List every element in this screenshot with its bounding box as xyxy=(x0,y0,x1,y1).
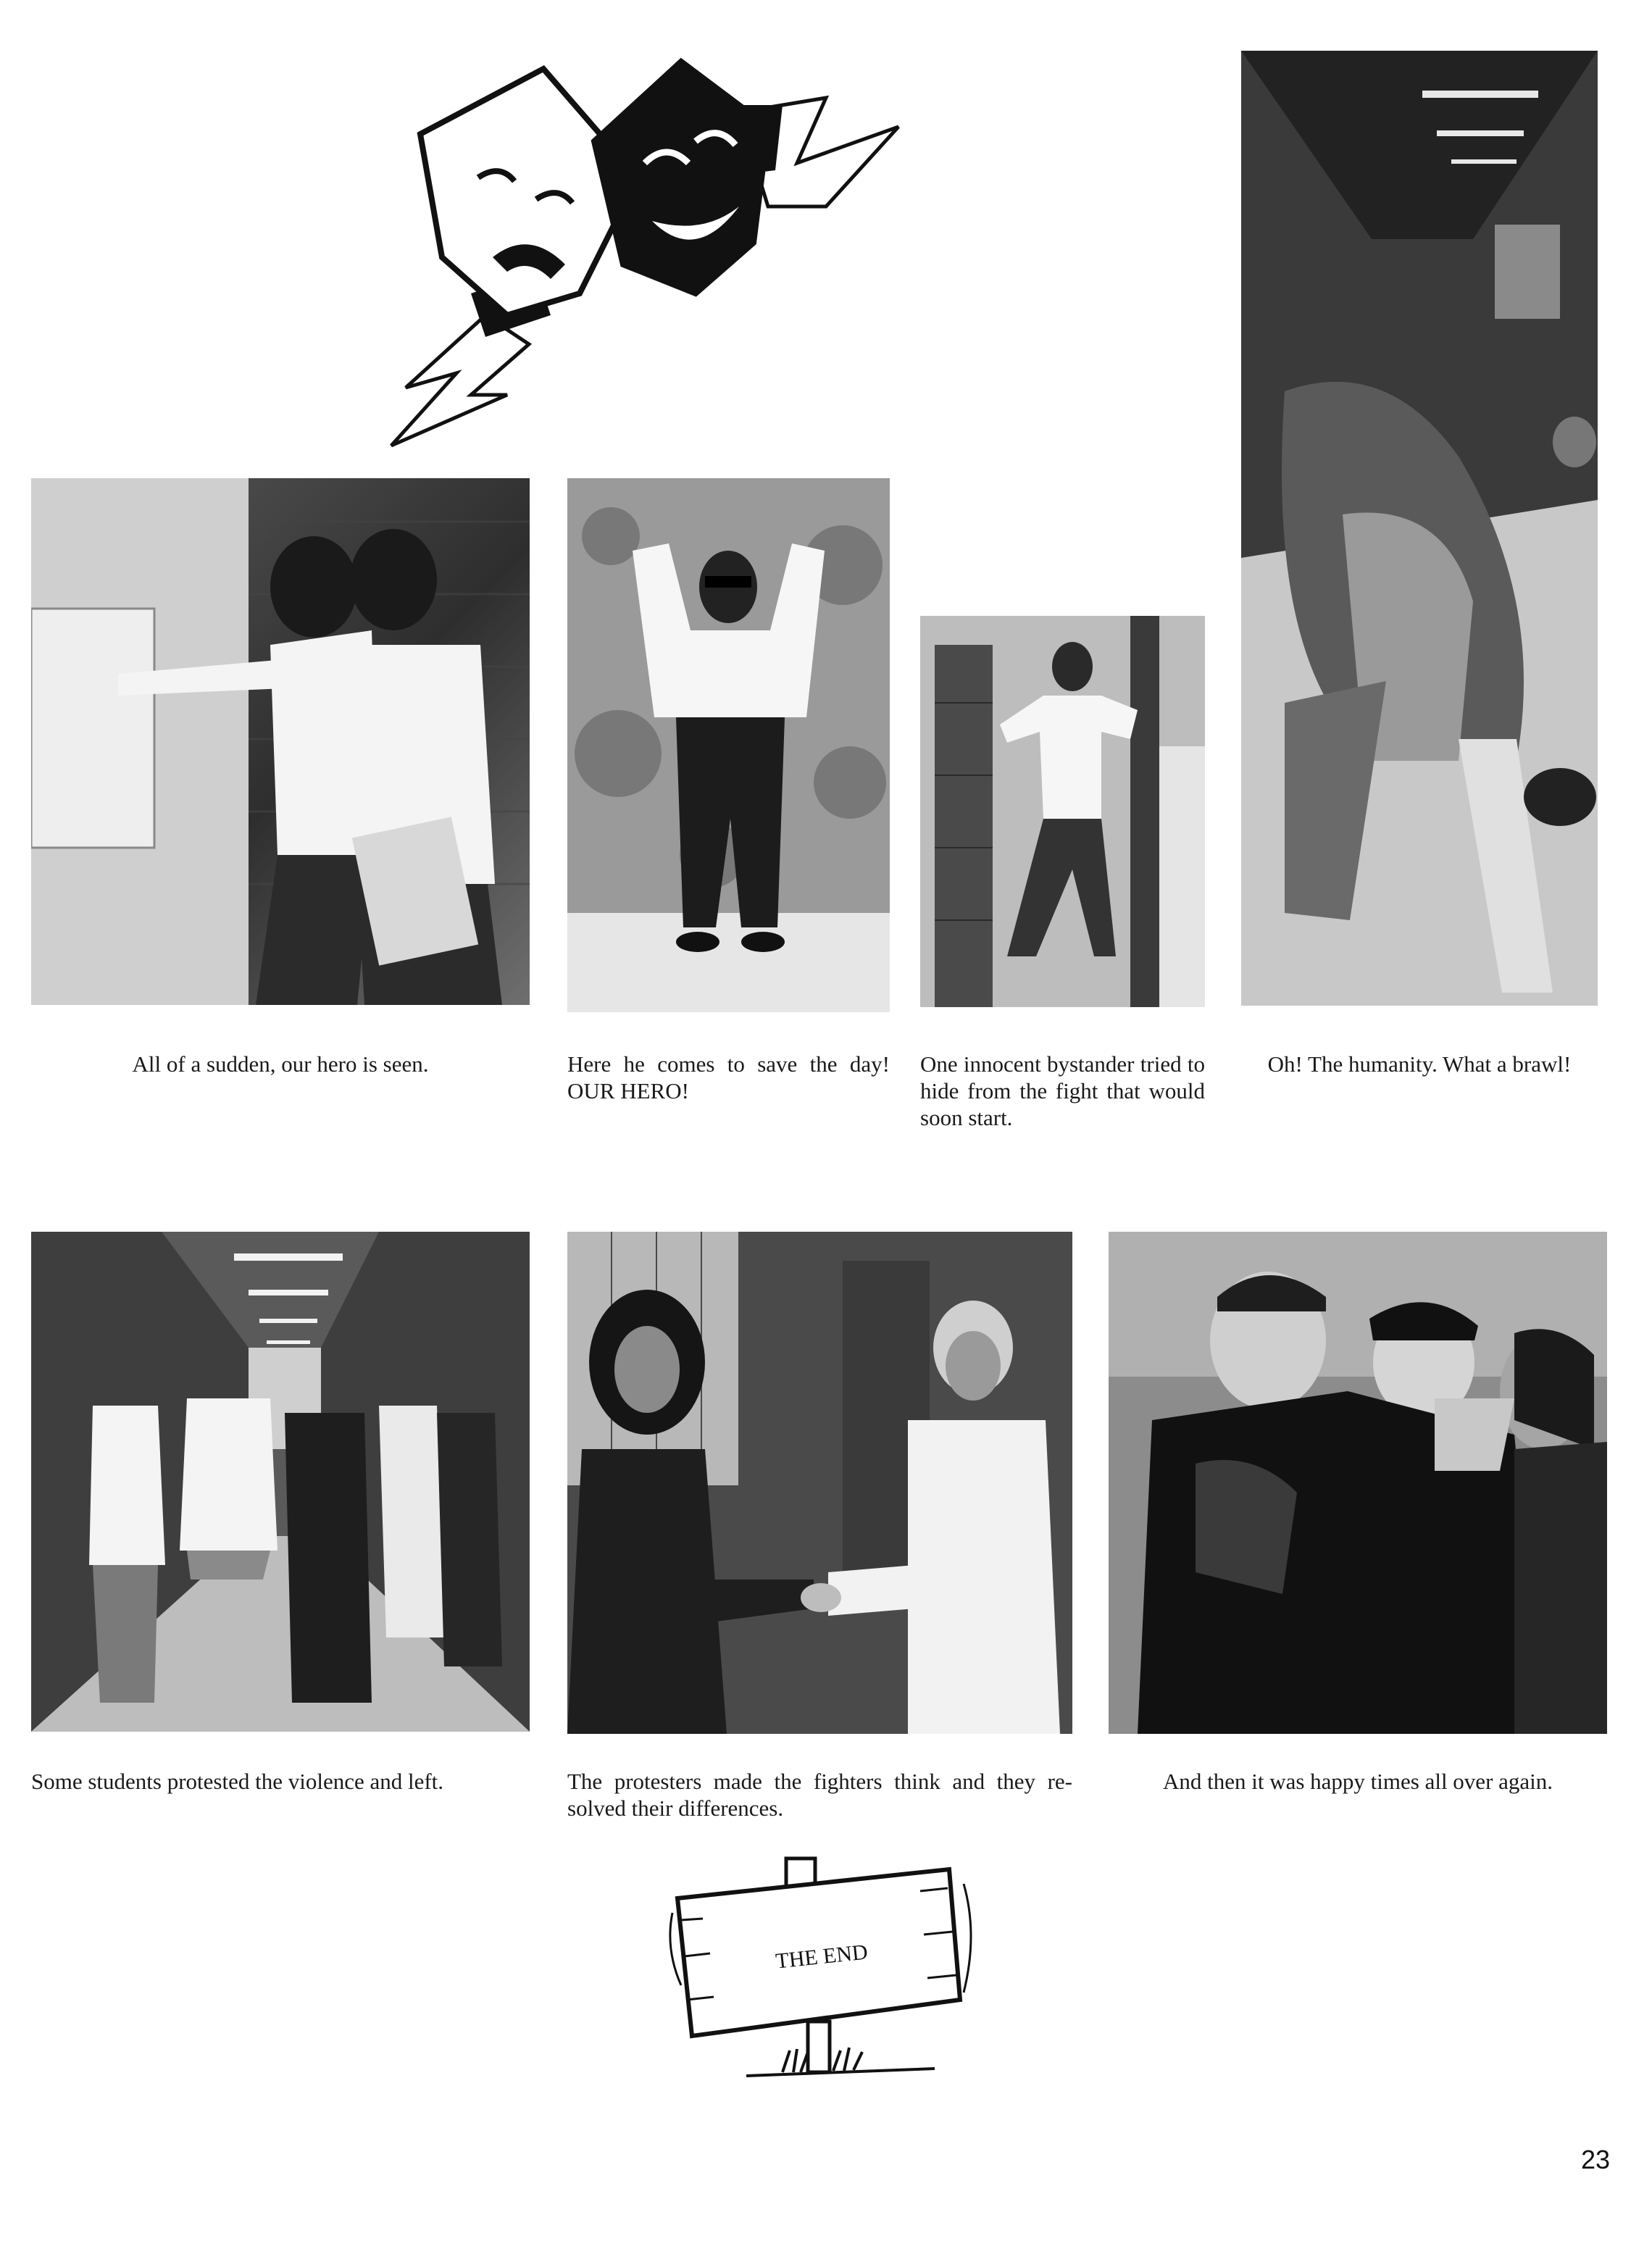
photo-happy-hug xyxy=(1109,1232,1607,1734)
photo-hero-mosaic xyxy=(567,478,890,1012)
photo-hallway-leaving xyxy=(31,1232,530,1732)
caption-4: Oh! The humanity. What a brawl! xyxy=(1267,1051,1572,1077)
caption-6: The protesters made the fighters think and they re-solved their differences. xyxy=(567,1769,1072,1821)
page-number: 23 xyxy=(1580,2145,1610,2174)
theater-masks-icon xyxy=(362,54,927,460)
photo-handshake xyxy=(567,1232,1072,1734)
photo-girls-pointing xyxy=(31,478,530,1005)
caption-7: And then it was happy times all over again. xyxy=(1162,1769,1553,1794)
caption-2: Here he comes to save the day! OUR HERO! xyxy=(567,1051,890,1103)
caption-5: Some students protested the violence and left. xyxy=(31,1769,444,1794)
caption-1: All of a sudden, our hero is seen. xyxy=(132,1051,429,1077)
caption-3: One innocent bystander tried to hide from the fight that would soon start. xyxy=(920,1051,1205,1130)
photo-brawl xyxy=(1241,51,1598,1006)
sign-text: THE END xyxy=(774,1940,869,1974)
signpost-icon xyxy=(659,1855,993,2087)
photo-bystander xyxy=(920,616,1205,1007)
